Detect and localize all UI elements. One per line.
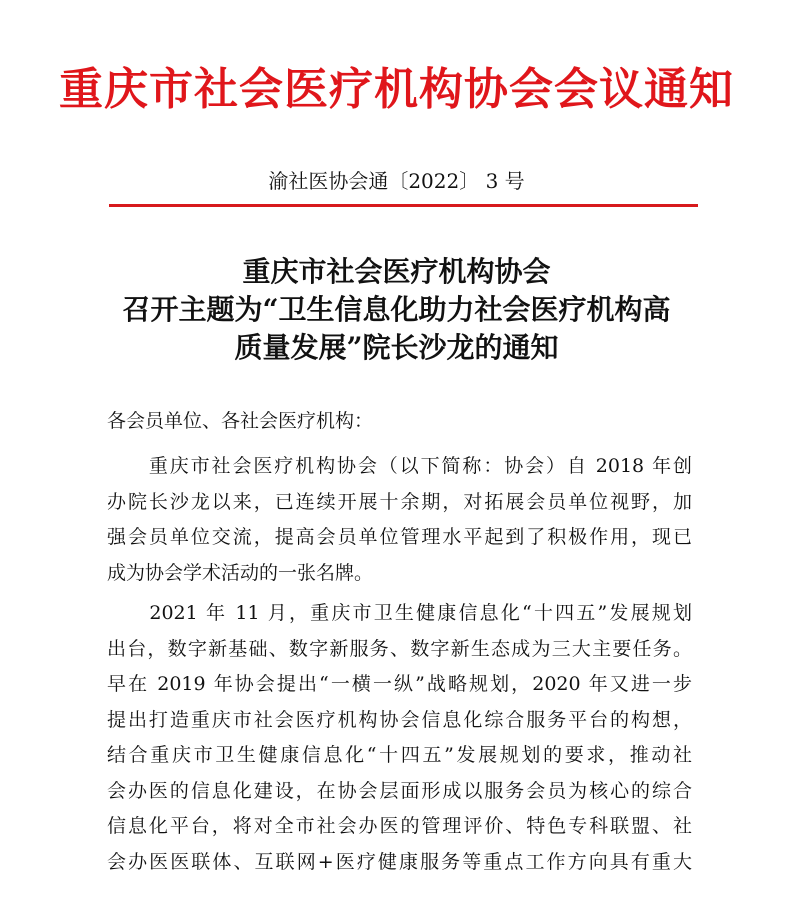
red-header-title: 重庆市社会医疗机构协会会议通知: [59, 64, 734, 115]
paragraph-line: 出台，数字新基础、数字新服务、数字新生态成为三大主要任务。: [107, 637, 692, 660]
paragraph-line: 会办医医联体、互联网+医疗健康服务等重点工作方向具有重大: [107, 850, 692, 873]
notice-title-line: 质量发展”院长沙龙的通知: [234, 331, 559, 364]
notice-title-line: 召开主题为“卫生信息化助力社会医疗机构高: [122, 293, 671, 326]
paragraph-line: 结合重庆市卫生健康信息化“十四五”发展规划的要求，推动社: [107, 744, 692, 766]
red-divider-line: [109, 204, 698, 207]
paragraph-1: [107, 449, 692, 591]
paragraph-line: 2021 年 11 月，重庆市卫生健康信息化“十四五”发展规划: [107, 602, 692, 624]
paragraph-line: 信息化平台，将对全市社会办医的管理评价、特色专科联盟、社: [107, 815, 692, 837]
paragraph-line: 重庆市社会医疗机构协会（以下简称：协会）自 2018 年创: [107, 455, 692, 477]
notice-title-line: 重庆市社会医疗机构协会: [242, 255, 551, 288]
paragraph-line: 会办医的信息化建设，在协会层面形成以服务会员为核心的综合: [107, 779, 692, 802]
paragraph-line: 早在 2019 年协会提出“一横一纵”战略规划，2020 年又进一步: [107, 673, 692, 695]
document-number: 渝社医协会通〔2022〕 3 号: [268, 169, 525, 193]
recipients-line: 各会员单位、各社会医疗机构：: [107, 410, 374, 432]
paragraph-line: 成为协会学术活动的一张名牌。: [107, 561, 374, 584]
paragraph-line: 强会员单位交流，提高会员单位管理水平起到了积极作用，现已: [107, 526, 692, 548]
paragraph-line: 办院长沙龙以来，已连续开展十余期，对拓展会员单位视野，加: [107, 490, 692, 513]
notice-title: [0, 253, 793, 367]
paragraph-line: 提出打造重庆市社会医疗机构协会信息化综合服务平台的构想，: [107, 708, 692, 731]
paragraph-2: [107, 596, 692, 880]
